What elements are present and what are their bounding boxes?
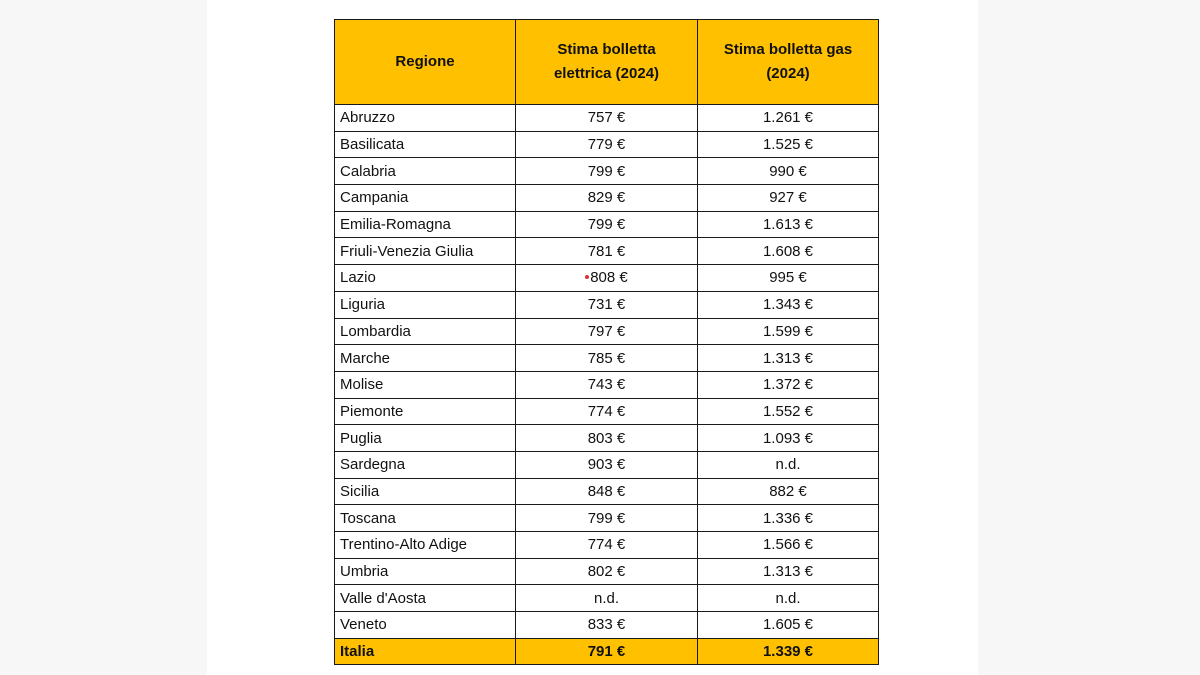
gas-cell: 1.261 € (698, 105, 879, 132)
electric-cell (516, 505, 698, 532)
table-row (335, 398, 879, 425)
table-row (335, 185, 879, 212)
total-row (335, 638, 879, 665)
electric-cell (516, 265, 698, 292)
electric-cell (516, 371, 698, 398)
header-region: Regione (335, 20, 516, 105)
gas-cell: 1.343 € (698, 291, 879, 318)
marker-dot-icon (585, 275, 589, 279)
gas-cell: 995 € (698, 265, 879, 292)
region-cell: Liguria (335, 291, 516, 318)
header-row (335, 20, 879, 105)
electric-cell (516, 291, 698, 318)
gas-cell: 1.613 € (698, 211, 879, 238)
table-row (335, 158, 879, 185)
electric-cell (516, 105, 698, 132)
table-row (335, 585, 879, 612)
region-cell: Abruzzo (335, 105, 516, 132)
electric-value: 757 € (587, 109, 626, 127)
electric-cell (516, 558, 698, 585)
table-row (335, 478, 879, 505)
table-row (335, 131, 879, 158)
region-cell: Sardegna (335, 451, 516, 478)
electric-value: 774 € (587, 536, 626, 554)
table-row (335, 505, 879, 532)
electric-cell (516, 612, 698, 639)
electric-value: 797 € (587, 322, 626, 340)
table-row (335, 558, 879, 585)
region-cell: Basilicata (335, 131, 516, 158)
table-row (335, 425, 879, 452)
table-row (335, 211, 879, 238)
gas-cell: 1.525 € (698, 131, 879, 158)
electric-cell (516, 398, 698, 425)
gas-cell: 1.313 € (698, 558, 879, 585)
table-row (335, 238, 879, 265)
electric-cell (516, 158, 698, 185)
region-cell: Sicilia (335, 478, 516, 505)
gas-cell: 1.372 € (698, 371, 879, 398)
gas-cell: 1.313 € (698, 345, 879, 372)
table-row (335, 345, 879, 372)
region-cell: Piemonte (335, 398, 516, 425)
electric-value: 743 € (587, 376, 626, 394)
region-cell: Friuli-Venezia Giulia (335, 238, 516, 265)
electric-value: 808 € (590, 269, 628, 287)
electric-value: n.d. (593, 589, 620, 607)
gas-cell: 990 € (698, 158, 879, 185)
total-gas-cell: 1.339 € (698, 638, 879, 665)
right-margin (978, 0, 1200, 675)
gas-cell: 927 € (698, 185, 879, 212)
table-row (335, 265, 879, 292)
region-cell: Puglia (335, 425, 516, 452)
gas-cell: 1.608 € (698, 238, 879, 265)
energy-bill-table (334, 19, 879, 665)
electric-value: 779 € (587, 136, 626, 154)
electric-value: 903 € (587, 456, 626, 474)
region-cell: Calabria (335, 158, 516, 185)
region-cell: Umbria (335, 558, 516, 585)
electric-value: 848 € (587, 482, 626, 500)
header-electric-label: Stima bolletta elettrica (2024) (553, 41, 660, 82)
gas-cell: 1.605 € (698, 612, 879, 639)
left-margin (0, 0, 207, 675)
gas-cell: 1.336 € (698, 505, 879, 532)
region-cell: Molise (335, 371, 516, 398)
gas-cell: n.d. (698, 451, 879, 478)
region-cell: Emilia-Romagna (335, 211, 516, 238)
table-row (335, 451, 879, 478)
region-cell: Lazio (335, 265, 516, 292)
region-cell: Campania (335, 185, 516, 212)
gas-cell: 1.093 € (698, 425, 879, 452)
electric-cell (516, 425, 698, 452)
electric-cell (516, 451, 698, 478)
table-row (335, 371, 879, 398)
electric-cell (516, 185, 698, 212)
electric-value: 774 € (587, 402, 626, 420)
electric-value: 799 € (587, 216, 626, 234)
gas-cell: 1.566 € (698, 532, 879, 559)
region-cell: Veneto (335, 612, 516, 639)
electric-value: 803 € (587, 429, 626, 447)
electric-value: 781 € (587, 242, 626, 260)
electric-value: 833 € (587, 616, 626, 634)
table-row (335, 532, 879, 559)
region-cell: Toscana (335, 505, 516, 532)
electric-cell (516, 131, 698, 158)
table-row (335, 318, 879, 345)
electric-value: 731 € (587, 296, 626, 314)
gas-cell: 1.552 € (698, 398, 879, 425)
electric-cell (516, 238, 698, 265)
table-body (335, 105, 879, 665)
header-gas (698, 20, 879, 105)
table-row (335, 291, 879, 318)
region-cell: Marche (335, 345, 516, 372)
electric-value: 829 € (587, 189, 626, 207)
gas-cell: n.d. (698, 585, 879, 612)
region-cell: Valle d'Aosta (335, 585, 516, 612)
total-region-cell: Italia (335, 638, 516, 665)
electric-cell (516, 532, 698, 559)
total-electric-cell: 791 € (516, 638, 698, 665)
header-gas-label: Stima bolletta gas (2024) (723, 41, 853, 82)
header-electric (516, 20, 698, 105)
electric-cell (516, 318, 698, 345)
electric-cell (516, 211, 698, 238)
electric-value: 802 € (587, 563, 626, 581)
gas-cell: 1.599 € (698, 318, 879, 345)
electric-value: 785 € (587, 349, 626, 367)
gas-cell: 882 € (698, 478, 879, 505)
electric-cell (516, 585, 698, 612)
electric-cell (516, 345, 698, 372)
region-cell: Lombardia (335, 318, 516, 345)
electric-cell (516, 478, 698, 505)
table-row (335, 105, 879, 132)
electric-value: 799 € (587, 162, 626, 180)
region-cell: Trentino-Alto Adige (335, 532, 516, 559)
electric-value: 799 € (587, 509, 626, 527)
table-row (335, 612, 879, 639)
